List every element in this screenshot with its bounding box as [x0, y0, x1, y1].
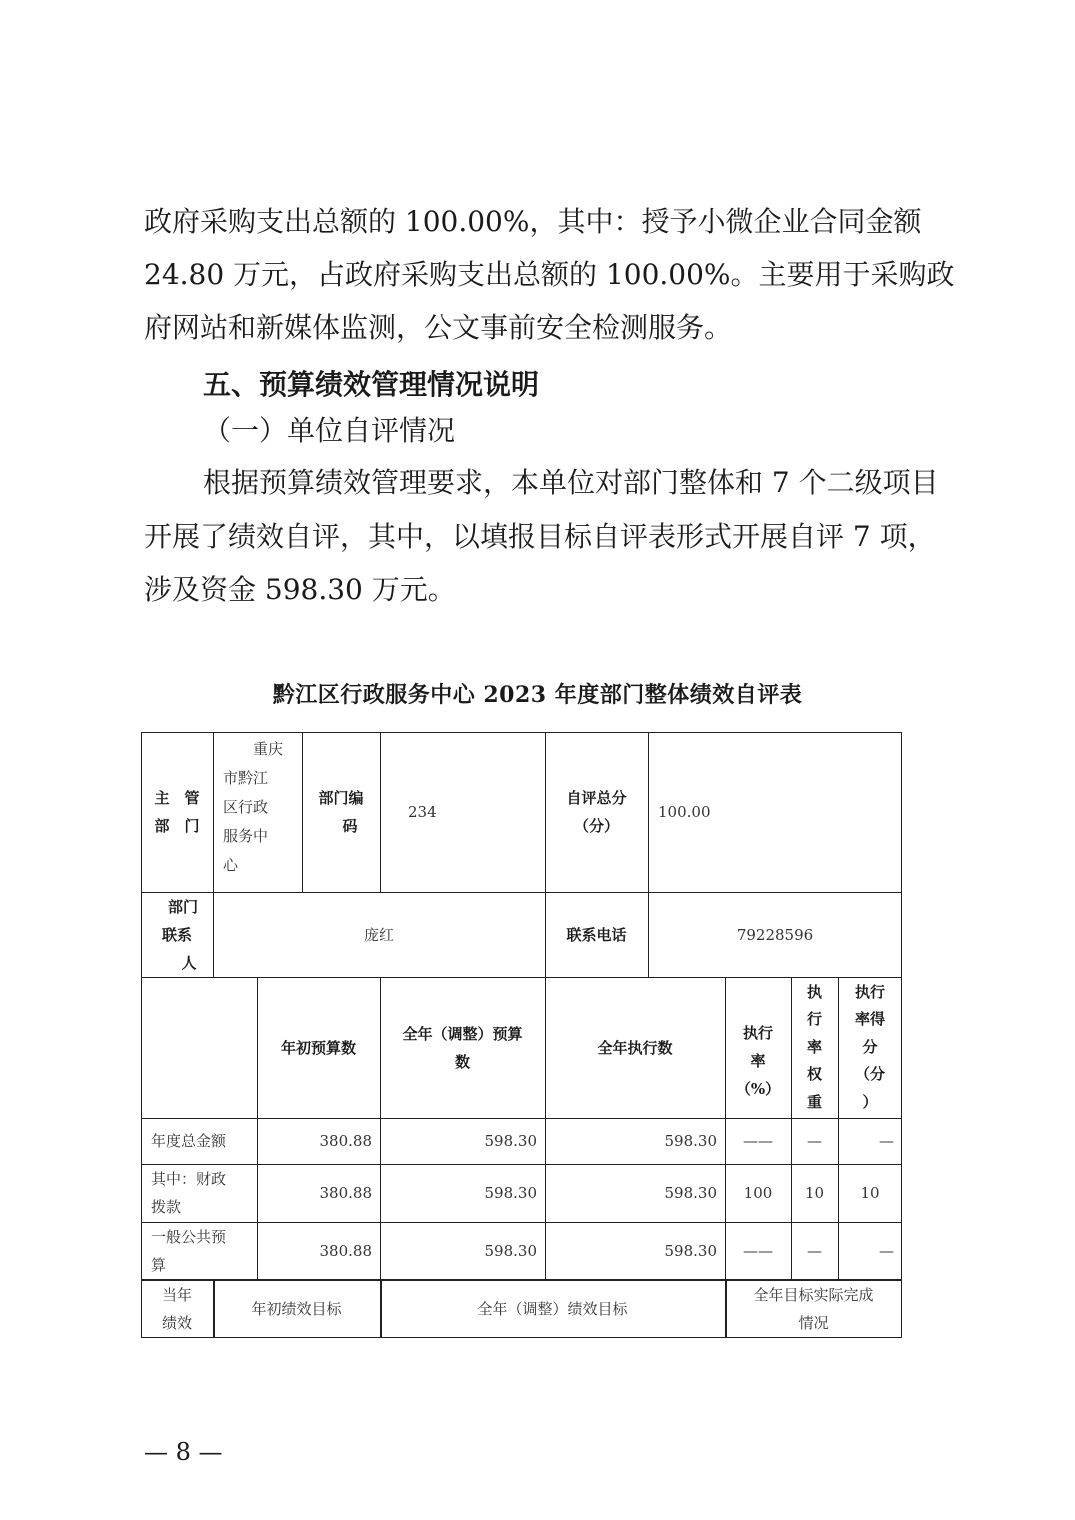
col-initial-budget: 年初预算数 — [280, 1038, 356, 1057]
row-total-adjusted: 598.30 — [484, 1132, 537, 1150]
row-total-weight: — — [807, 1132, 822, 1150]
row-fiscal-weight: 10 — [804, 1184, 825, 1202]
body-line-3: 府网站和新媒体监测，公文事前安全检测服务。 — [144, 311, 733, 344]
row-general-adjusted: 598.30 — [484, 1241, 537, 1260]
row-fiscal-initial: 380.88 — [319, 1184, 372, 1202]
row-general-weight: — — [807, 1241, 822, 1260]
row-fiscal-executed: 598.30 — [664, 1184, 717, 1202]
row-fiscal-adjusted: 598.30 — [484, 1184, 537, 1202]
row-general-initial: 380.88 — [319, 1241, 372, 1260]
page-number: — 8 — — [144, 1438, 223, 1466]
body-line-2: 24.80 万元，占政府采购支出总额的 100.00%。主要用于采购政 — [144, 258, 955, 291]
para2-line-1: 根据预算绩效管理要求，本单位对部门整体和 7 个二级项目 — [203, 466, 939, 499]
phone-label: 联系电话 — [566, 925, 627, 944]
row-general-rate: —— — [743, 1241, 773, 1260]
col-adjusted-budget: 全年（调整）预算 数 — [402, 1024, 523, 1071]
body-line-1: 政府采购支出总额的 100.00%，其中：授予小微企业合同金额 — [144, 205, 922, 238]
perf-completion: 全年目标实际完成 情况 — [753, 1286, 874, 1332]
contact-person-label: 部门 联系 人 — [161, 897, 198, 972]
row-total-executed: 598.30 — [664, 1132, 717, 1150]
row-fiscal-label: 其中：财政 拨款 — [151, 1170, 227, 1216]
contact-person-name: 庞红 — [363, 925, 394, 944]
perf-initial-goal: 年初绩效目标 — [251, 1300, 342, 1318]
para2-line-3: 涉及资金 598.30 万元。 — [144, 573, 456, 606]
row-fiscal-rate: 100 — [743, 1184, 773, 1202]
section-heading-5: 五、预算绩效管理情况说明 — [203, 368, 540, 401]
row-general-score: — — [879, 1241, 894, 1260]
row-general-label: 一般公共预 算 — [151, 1227, 227, 1274]
dept-code-label: 部门编 码 — [318, 789, 364, 835]
row-total-label: 年度总金额 — [151, 1132, 227, 1150]
perf-label: 当年 绩效 — [161, 1286, 192, 1332]
supervisor-dept-label: 主 管 部 门 — [154, 789, 200, 835]
self-eval-score-value: 100.00 — [658, 803, 711, 821]
row-total-initial: 380.88 — [319, 1132, 372, 1150]
phone-value: 79228596 — [736, 925, 814, 944]
row-general-executed: 598.30 — [664, 1241, 717, 1260]
table-title: 黔江区行政服务中心 2023 年度部门整体绩效自评表 — [272, 682, 803, 708]
col-rate-weight: 执 行 率 权 重 — [806, 982, 822, 1111]
row-fiscal-score: 10 — [860, 1184, 880, 1202]
dept-name: 重庆 市黔江 区行政 服务中 心 — [223, 740, 284, 874]
perf-adjusted-goal: 全年（调整）绩效目标 — [477, 1300, 628, 1318]
col-executed: 全年执行数 — [597, 1038, 673, 1057]
row-total-rate: —— — [743, 1132, 773, 1150]
para2-line-2: 开展了绩效自评，其中，以填报目标自评表形式开展自评 7 项， — [144, 520, 936, 553]
row-total-score: — — [879, 1132, 894, 1150]
self-eval-score-label: 自评总分 （分） — [566, 789, 627, 835]
subsection-heading: （一）单位自评情况 — [203, 414, 456, 447]
dept-code-value: 234 — [408, 803, 437, 821]
col-execution-rate: 执行 率 （%） — [735, 1023, 781, 1098]
col-rate-score: 执行 率得 分 （分 ） — [854, 982, 885, 1111]
